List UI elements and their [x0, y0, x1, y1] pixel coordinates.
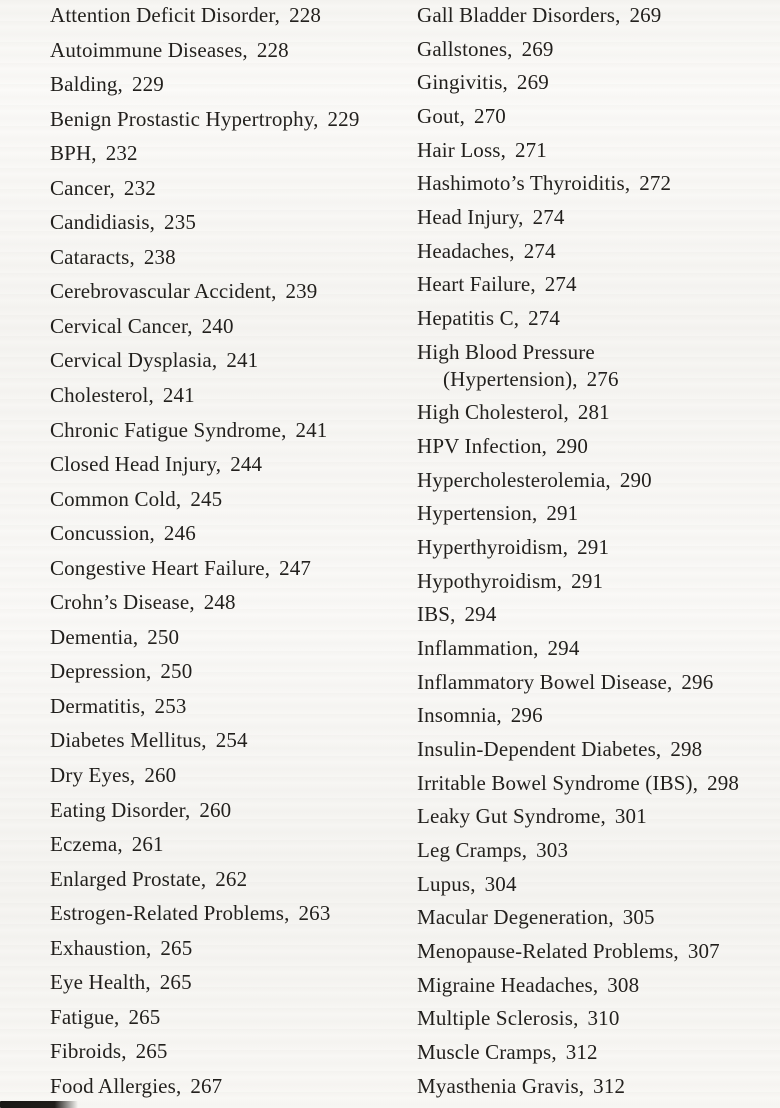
entry-page-number: 301 — [614, 804, 647, 829]
entry-term: Benign Prostastic Hypertrophy, — [50, 106, 319, 131]
entry-page-number: 232 — [105, 141, 138, 166]
index-entry — [417, 737, 762, 762]
entry-term-continuation: (Hypertension), 276 — [443, 366, 619, 391]
entry-page-number: 241 — [226, 348, 259, 373]
entry-page-number: 235 — [164, 210, 196, 235]
entry-page-number: 260 — [144, 763, 177, 788]
entry-page-number: 269 — [521, 36, 554, 61]
entry-term: Cervical Cancer, — [50, 313, 193, 338]
entry-page-number: 294 — [547, 636, 580, 661]
index-entry — [50, 659, 385, 684]
scan-artifact-bar — [0, 1101, 78, 1108]
entry-term: Gout, — [417, 104, 465, 129]
index-entry — [417, 306, 762, 331]
entry-page-number: 312 — [593, 1073, 626, 1098]
entry-page-number: 304 — [484, 871, 517, 896]
index-entry — [417, 1074, 762, 1099]
entry-page-number: 274 — [532, 205, 565, 230]
entry-term: Headaches, — [417, 238, 515, 263]
index-entry — [417, 205, 762, 230]
index-entry — [50, 728, 385, 753]
index-entry — [417, 838, 762, 863]
index-entry — [417, 400, 762, 425]
entry-term: Hepatitis C, — [417, 306, 520, 331]
entry-term: Cancer, — [50, 175, 115, 200]
index-entry — [50, 245, 385, 270]
entry-term: Concussion, — [50, 521, 155, 546]
entry-page-number: 274 — [544, 272, 577, 297]
entry-page-number: 271 — [515, 137, 547, 162]
entry-term: Hyperthyroidism, — [417, 535, 569, 560]
index-entry — [417, 771, 762, 796]
index-entry — [417, 434, 762, 459]
entry-term: Leg Cramps, — [417, 838, 528, 863]
entry-page-number: 269 — [629, 3, 662, 27]
entry-term: Chronic Fatigue Syndrome, — [50, 417, 287, 442]
entry-term: Head Injury, — [417, 205, 524, 230]
entry-page-number: 245 — [190, 486, 223, 511]
entry-page-number: 274 — [528, 306, 561, 331]
entry-page-number: 240 — [201, 313, 234, 338]
index-entry — [417, 104, 762, 129]
entry-page-number: 265 — [159, 970, 192, 995]
index-entry — [50, 901, 385, 926]
entry-page-number: 229 — [327, 106, 360, 131]
index-entry — [50, 936, 385, 961]
index-entry — [417, 468, 762, 493]
entry-page-number: 291 — [571, 568, 604, 593]
index-entry — [50, 3, 385, 28]
index-entry — [50, 556, 385, 581]
index-entry — [417, 569, 762, 594]
entry-page-number: 241 — [162, 383, 195, 408]
entry-term: Depression, — [50, 659, 152, 684]
entry-page-number: 272 — [639, 171, 672, 196]
entry-term: Candidiasis, — [50, 210, 156, 235]
index-entry — [417, 636, 762, 661]
entry-term: Eating Disorder, — [50, 797, 191, 822]
entry-page-number: 238 — [143, 244, 176, 269]
index-entry — [50, 72, 385, 97]
index-column-right — [417, 0, 762, 1102]
entry-term: Cerebrovascular Accident, — [50, 279, 277, 304]
index-entry — [50, 590, 385, 615]
index-entry — [417, 272, 762, 297]
entry-term: Lupus, — [417, 871, 476, 896]
entry-term: Congestive Heart Failure, — [50, 555, 271, 580]
entry-page-number: 290 — [619, 467, 652, 492]
index-entry — [50, 107, 385, 132]
index-entry — [50, 314, 385, 339]
entry-term: IBS, — [417, 602, 456, 627]
entry-term: Menopause-Related Problems, — [417, 939, 679, 964]
entry-page-number: 261 — [131, 832, 164, 857]
index-entry — [417, 1040, 762, 1065]
entry-term: Autoimmune Diseases, — [50, 37, 248, 62]
entry-page-number: 274 — [523, 238, 556, 263]
entry-page-number: 269 — [516, 70, 549, 95]
entry-term: Hashimoto’s Thyroiditis, — [417, 171, 631, 196]
entry-page-number: 291 — [577, 535, 610, 560]
entry-page-number: 253 — [154, 693, 187, 718]
entry-page-number: 246 — [163, 521, 196, 546]
entry-page-number: 250 — [147, 624, 180, 649]
entry-term: Irritable Bowel Syndrome (IBS), — [417, 770, 699, 795]
entry-page-number: 307 — [687, 939, 720, 964]
entry-page-number: 296 — [510, 703, 543, 728]
entry-page-number: 270 — [474, 104, 506, 129]
index-entry — [417, 239, 762, 264]
index-entry — [417, 70, 762, 95]
index-entry — [50, 383, 385, 408]
entry-page-number: 298 — [707, 770, 740, 795]
index-entry — [50, 867, 385, 892]
entry-page-number: 265 — [160, 935, 193, 960]
entry-page-number: 290 — [556, 434, 588, 459]
entry-term: Multiple Sclerosis, — [417, 1006, 579, 1031]
index-entry — [417, 703, 762, 728]
index-entry — [50, 521, 385, 546]
index-entry — [50, 176, 385, 201]
entry-page-number: 305 — [622, 905, 655, 930]
entry-term: Macular Degeneration, — [417, 905, 614, 930]
entry-term: Eczema, — [50, 832, 123, 857]
entry-term: HPV Infection, — [417, 434, 548, 459]
entry-page-number: 312 — [565, 1040, 598, 1065]
index-entry — [50, 970, 385, 995]
entry-page-number: 263 — [298, 901, 331, 926]
entry-page-number: 228 — [289, 3, 322, 27]
entry-term: BPH, — [50, 141, 97, 166]
index-entry — [417, 138, 762, 163]
index-entry — [50, 798, 385, 823]
entry-page-number: 247 — [279, 555, 312, 580]
index-entry — [50, 348, 385, 373]
entry-page-number: 262 — [215, 866, 248, 891]
entry-page-number: 267 — [190, 1073, 223, 1098]
index-entry — [417, 939, 762, 964]
entry-page-number: 250 — [160, 659, 193, 684]
entry-page-number: 232 — [123, 175, 156, 200]
entry-page-number: 298 — [670, 737, 703, 762]
index-entry — [417, 535, 762, 560]
entry-term: Heart Failure, — [417, 272, 536, 297]
entry-term: Crohn’s Disease, — [50, 590, 195, 615]
entry-page-number: 296 — [681, 669, 714, 694]
index-entry — [417, 905, 762, 930]
entry-term: Balding, — [50, 72, 123, 97]
entry-page-number: 254 — [215, 728, 248, 753]
entry-term: Diabetes Mellitus, — [50, 728, 207, 753]
index-entry — [417, 171, 762, 196]
index-entry — [417, 340, 762, 392]
index-entry — [50, 832, 385, 857]
index-entry — [417, 670, 762, 695]
entry-term: Gall Bladder Disorders, — [417, 3, 621, 27]
entry-term: Hypercholesterolemia, — [417, 467, 611, 492]
entry-page-number: 281 — [577, 400, 610, 425]
index-entry — [417, 501, 762, 526]
entry-page-number: 291 — [546, 501, 579, 526]
entry-page-number: 310 — [587, 1006, 620, 1031]
entry-page-number: 276 — [586, 366, 619, 391]
entry-term: Myasthenia Gravis, — [417, 1073, 585, 1098]
entry-term: Dermatitis, — [50, 693, 146, 718]
index-entry — [50, 279, 385, 304]
index-entry — [50, 1039, 385, 1064]
index-entry — [50, 38, 385, 63]
index-entry — [50, 487, 385, 512]
entry-term: Cholesterol, — [50, 383, 154, 408]
entry-term: Dry Eyes, — [50, 763, 136, 788]
entry-term: Insomnia, — [417, 703, 502, 728]
index-entry — [417, 37, 762, 62]
entry-term: Common Cold, — [50, 486, 182, 511]
entry-term: Fatigue, — [50, 1004, 120, 1029]
entry-term: Dementia, — [50, 624, 139, 649]
entry-term: Muscle Cramps, — [417, 1040, 557, 1065]
entry-term: Closed Head Injury, — [50, 452, 222, 477]
entry-term: Estrogen-Related Problems, — [50, 901, 290, 926]
entry-term: Enlarged Prostate, — [50, 866, 207, 891]
entry-term: Inflammation, — [417, 636, 539, 661]
index-entry — [50, 625, 385, 650]
index-entry — [50, 141, 385, 166]
index-column-left — [50, 0, 385, 1102]
entry-term: Cataracts, — [50, 244, 135, 269]
index-entry — [417, 1006, 762, 1031]
entry-term: Gallstones, — [417, 36, 513, 61]
entry-term: Migraine Headaches, — [417, 972, 599, 997]
entry-term: Hypothyroidism, — [417, 568, 563, 593]
entry-page-number: 241 — [295, 417, 328, 442]
entry-page-number: 260 — [199, 797, 232, 822]
index-entry — [50, 763, 385, 788]
entry-term: Hair Loss, — [417, 137, 506, 162]
entry-term: Food Allergies, — [50, 1073, 182, 1098]
entry-term: Exhaustion, — [50, 935, 152, 960]
entry-term: Inflammatory Bowel Disease, — [417, 669, 673, 694]
index-entry — [50, 1005, 385, 1030]
index-entry — [417, 872, 762, 897]
index-entry — [50, 210, 385, 235]
index-entry — [417, 602, 762, 627]
entry-term: Attention Deficit Disorder, — [50, 3, 281, 27]
entry-page-number: 244 — [230, 452, 263, 477]
entry-page-number: 294 — [464, 602, 497, 627]
index-entry — [50, 418, 385, 443]
entry-term: High Cholesterol, — [417, 400, 569, 425]
entry-term: Gingivitis, — [417, 70, 508, 95]
index-entry — [417, 804, 762, 829]
entry-term: High Blood Pressure — [417, 339, 595, 364]
entry-page-number: 248 — [203, 590, 236, 615]
entry-page-number: 229 — [131, 72, 164, 97]
entry-page-number: 303 — [536, 838, 569, 863]
entry-page-number: 265 — [128, 1004, 161, 1029]
index-entry — [417, 973, 762, 998]
entry-page-number: 265 — [135, 1039, 168, 1064]
entry-term: Hypertension, — [417, 501, 538, 526]
index-entry — [50, 1074, 385, 1099]
entry-page-number: 228 — [256, 37, 289, 62]
entry-term: Fibroids, — [50, 1039, 127, 1064]
entry-page-number: 308 — [607, 972, 640, 997]
entry-term: Leaky Gut Syndrome, — [417, 804, 606, 829]
index-entry — [50, 452, 385, 477]
entry-term: Eye Health, — [50, 970, 151, 995]
index-entry — [50, 694, 385, 719]
entry-page-number: 239 — [285, 279, 318, 304]
entry-term: Cervical Dysplasia, — [50, 348, 218, 373]
entry-term: Insulin-Dependent Diabetes, — [417, 737, 662, 762]
index-entry — [417, 3, 762, 28]
